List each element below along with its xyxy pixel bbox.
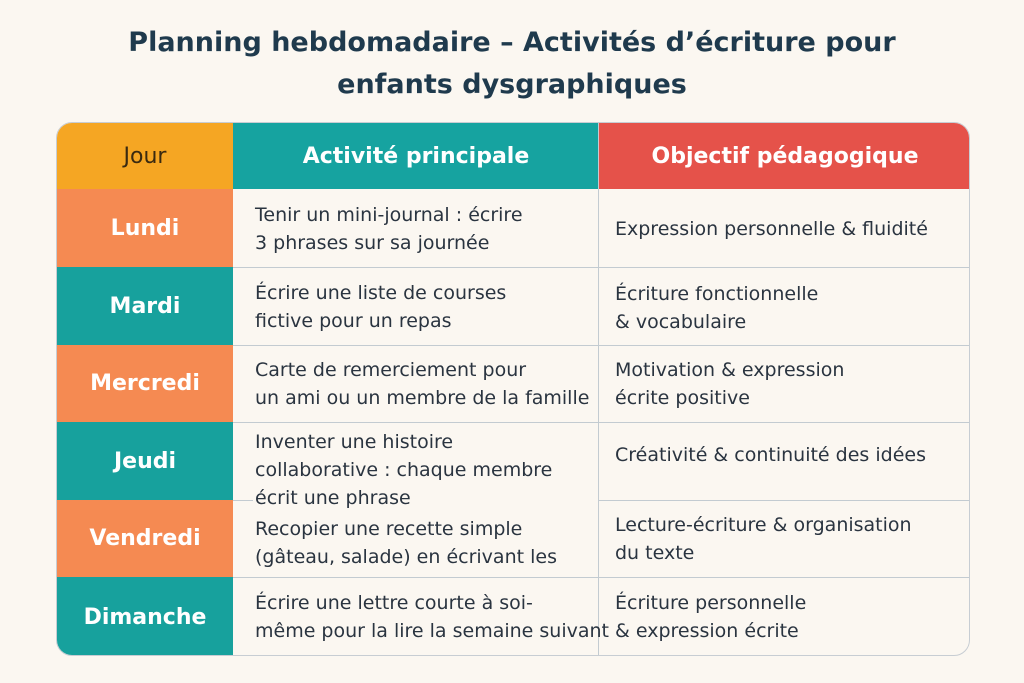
- day-cell-jeudi: Jeudi: [57, 422, 233, 500]
- objective-cell-dimanche: [615, 589, 806, 645]
- day-cell-mardi: Mardi: [57, 267, 233, 345]
- activity-line: écrit une phrase: [255, 487, 411, 509]
- objective-line: du texte: [615, 542, 695, 564]
- objective-line: Expression personnelle & fluidité: [615, 218, 928, 240]
- objective-cell-lundi: [615, 215, 928, 243]
- day-cell-mercredi: Mercredi: [57, 345, 233, 422]
- objective-line: Écriture fonctionnelle: [615, 283, 819, 305]
- activity-cell-dimanche: [255, 589, 609, 645]
- objective-cell-mercredi: [615, 356, 844, 412]
- header-activite: Activité principale: [233, 123, 599, 189]
- activity-line: Recopier une recette simple: [255, 518, 523, 540]
- activity-cell-vendredi: [255, 515, 557, 571]
- activity-line: un ami ou un membre de la famille: [255, 387, 590, 409]
- row-divider: [599, 500, 970, 501]
- page-title-line-1: Planning hebdomadaire – Activités d’écriture pour: [128, 27, 896, 58]
- activity-cell-jeudi: [255, 428, 552, 512]
- objective-line: Motivation & expression: [615, 359, 845, 381]
- row-divider: [233, 500, 253, 501]
- activity-line: 3 phrases sur sa journée: [255, 232, 490, 254]
- objective-line: écrite positive: [615, 387, 750, 409]
- row-divider: [233, 267, 970, 268]
- day-cell-lundi: Lundi: [57, 189, 233, 267]
- page-title: [0, 22, 1024, 106]
- activity-cell-lundi: [255, 201, 523, 257]
- objective-line: & vocabulaire: [615, 311, 747, 333]
- activity-line: collaborative : chaque membre: [255, 459, 553, 481]
- objective-line: Créativité & continuité des idées: [615, 444, 926, 466]
- objective-cell-mardi: [615, 280, 818, 336]
- objective-line: Écriture personnelle: [615, 592, 807, 614]
- objective-cell-vendredi: [615, 511, 912, 567]
- day-cell-dimanche: Dimanche: [57, 577, 233, 656]
- activity-line: Écrire une lettre courte à soi-: [255, 592, 533, 614]
- header-objectif: Objectif pédagogique: [599, 123, 970, 189]
- activity-line: (gâteau, salade) en écrivant les: [255, 546, 557, 568]
- activity-line: même pour la lire la semaine suivant: [255, 620, 610, 642]
- activity-cell-mardi: [255, 279, 506, 335]
- row-divider: [233, 422, 970, 423]
- weekly-planning-table: [56, 122, 970, 656]
- page-title-line-2: enfants dysgraphiques: [337, 69, 687, 100]
- activity-line: Carte de remerciement pour: [255, 359, 527, 381]
- objective-line: Lecture-écriture & organisation: [615, 514, 912, 536]
- activity-line: fictive pour un repas: [255, 310, 452, 332]
- row-divider: [233, 345, 970, 346]
- day-cell-vendredi: Vendredi: [57, 500, 233, 577]
- objective-cell-jeudi: [615, 441, 926, 469]
- activity-cell-mercredi: [255, 356, 589, 412]
- objective-line: & expression écrite: [615, 620, 799, 642]
- activity-line: Tenir un mini-journal : écrire: [255, 204, 523, 226]
- activity-line: Inventer une histoire: [255, 431, 454, 453]
- header-jour: Jour: [57, 123, 233, 189]
- activity-line: Écrire une liste de courses: [255, 282, 507, 304]
- row-divider: [233, 577, 970, 578]
